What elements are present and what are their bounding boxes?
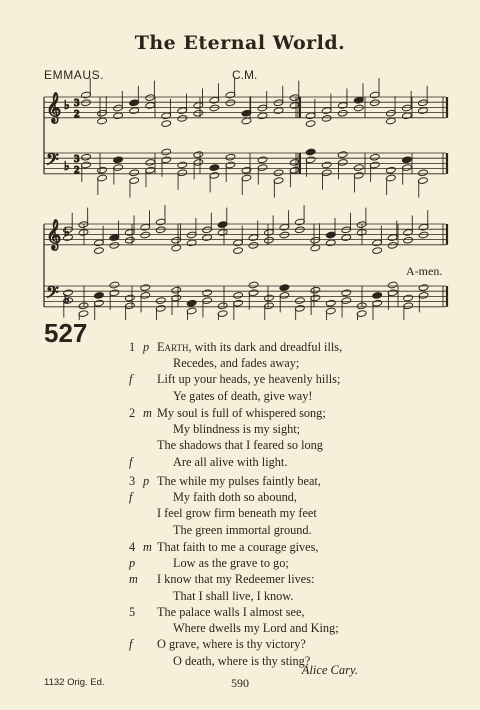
note-head bbox=[338, 159, 348, 166]
verse-line: Ye gates of death, give way! bbox=[173, 388, 313, 403]
note-head bbox=[306, 120, 316, 127]
edition-note: 1132 Orig. Ed. bbox=[44, 677, 105, 688]
verse-line: The green immortal ground. bbox=[173, 522, 312, 537]
verse-line: My faith doth so abound, bbox=[173, 490, 297, 505]
note-head bbox=[202, 297, 212, 304]
note-head bbox=[209, 164, 219, 171]
note-head bbox=[171, 244, 181, 251]
note-head bbox=[326, 300, 336, 307]
note-head bbox=[129, 99, 139, 106]
note-head bbox=[113, 156, 123, 163]
note-head bbox=[418, 177, 428, 184]
note-head bbox=[171, 237, 181, 244]
note-head bbox=[156, 305, 166, 312]
note-head bbox=[81, 91, 91, 98]
note-head bbox=[145, 94, 155, 101]
note-head bbox=[248, 234, 258, 241]
verse-line: That I shall live, I know. bbox=[173, 588, 294, 603]
note-head bbox=[113, 104, 123, 111]
note-head bbox=[264, 302, 274, 309]
verse-line: I feel grow firm beneath my feet bbox=[157, 506, 317, 521]
dynamic-mark: f bbox=[129, 637, 133, 652]
note-head bbox=[295, 297, 305, 304]
note-head bbox=[209, 97, 219, 104]
verse-line: Lift up your heads, ye heavenly hills; bbox=[157, 372, 341, 387]
note-head bbox=[326, 231, 336, 238]
note-head bbox=[279, 284, 289, 291]
note-head bbox=[171, 287, 181, 294]
note-head bbox=[156, 226, 166, 233]
flat-sign: ♭ bbox=[64, 159, 70, 173]
tune-name: EMMAUS. bbox=[44, 68, 105, 82]
note-head bbox=[81, 154, 91, 161]
flat-sign: ♭ bbox=[64, 292, 70, 306]
note-head bbox=[140, 284, 150, 291]
verse-line: My blindness is my sight; bbox=[173, 422, 301, 437]
note-head bbox=[310, 237, 320, 244]
note-head bbox=[264, 237, 274, 244]
note-head bbox=[187, 239, 197, 246]
note-head bbox=[248, 289, 258, 296]
note-head bbox=[388, 242, 398, 249]
note-head bbox=[177, 107, 187, 114]
note-head bbox=[326, 307, 336, 314]
note-head bbox=[418, 231, 428, 238]
note-head bbox=[388, 234, 398, 241]
treble-clef: 𝄞 bbox=[46, 220, 62, 250]
note-head bbox=[248, 281, 258, 288]
note-head bbox=[295, 226, 305, 233]
note-head bbox=[241, 117, 251, 124]
note-head bbox=[193, 151, 203, 158]
dynamic-mark: f bbox=[129, 454, 133, 469]
note-head bbox=[257, 104, 267, 111]
note-head bbox=[306, 148, 316, 155]
note-head bbox=[279, 231, 289, 238]
note-head bbox=[161, 148, 171, 155]
note-head bbox=[78, 302, 88, 309]
time-signature: 3 bbox=[74, 97, 80, 109]
stanza-number: 2 bbox=[129, 406, 136, 420]
note-head bbox=[113, 112, 123, 119]
verse-line: Are all alive with light. bbox=[173, 454, 288, 469]
note-head bbox=[187, 307, 197, 314]
note-head bbox=[402, 104, 412, 111]
stanza-number: 5 bbox=[129, 605, 136, 619]
note-head bbox=[193, 102, 203, 109]
note-head bbox=[225, 99, 235, 106]
note-head bbox=[97, 174, 107, 181]
note-head bbox=[202, 234, 212, 241]
note-head bbox=[279, 292, 289, 299]
note-head bbox=[94, 292, 104, 299]
note-head bbox=[418, 292, 428, 299]
note-head bbox=[161, 112, 171, 119]
note-head bbox=[322, 107, 332, 114]
note-head bbox=[370, 161, 380, 168]
note-head bbox=[386, 117, 396, 124]
note-head bbox=[354, 164, 364, 171]
dynamic-mark: f bbox=[129, 490, 133, 505]
bass-clef: 𝄢 bbox=[46, 149, 59, 173]
note-head bbox=[354, 172, 364, 179]
note-head bbox=[94, 239, 104, 246]
note-head bbox=[273, 107, 283, 114]
verse-line: O death, where is thy sting? bbox=[173, 653, 311, 668]
note-head bbox=[225, 154, 235, 161]
page-title: The Eternal World. bbox=[134, 32, 346, 54]
note-head bbox=[78, 310, 88, 317]
author: Alice Cary. bbox=[301, 663, 358, 677]
note-head bbox=[140, 292, 150, 299]
note-head bbox=[354, 97, 364, 104]
note-head bbox=[257, 112, 267, 119]
note-head bbox=[418, 169, 428, 176]
verse-line: Earth, with its dark and dreadful ills, bbox=[157, 340, 343, 354]
amen-label: A-men. bbox=[406, 264, 443, 278]
note-head bbox=[109, 281, 119, 288]
note-head bbox=[187, 300, 197, 307]
note-head bbox=[403, 237, 413, 244]
note-head bbox=[193, 159, 203, 166]
note-head bbox=[370, 91, 380, 98]
verse-line: The while my pulses faintly beat, bbox=[157, 474, 321, 488]
dynamic-mark: p bbox=[143, 340, 150, 354]
note-head bbox=[295, 218, 305, 225]
note-head bbox=[109, 242, 119, 249]
note-head bbox=[386, 110, 396, 117]
note-head bbox=[81, 99, 91, 106]
stanza-number: 1 bbox=[129, 340, 136, 354]
note-head bbox=[402, 112, 412, 119]
note-head bbox=[177, 169, 187, 176]
dynamic-mark: p bbox=[143, 474, 150, 488]
dynamic-mark: m bbox=[143, 540, 152, 554]
note-head bbox=[403, 229, 413, 236]
note-head bbox=[273, 169, 283, 176]
note-head bbox=[140, 231, 150, 238]
note-head bbox=[257, 164, 267, 171]
note-head bbox=[310, 287, 320, 294]
note-head bbox=[322, 115, 332, 122]
note-head bbox=[129, 169, 139, 176]
note-head bbox=[386, 174, 396, 181]
meter-label: C.M. bbox=[232, 68, 258, 82]
verse-line: My soul is full of whispered song; bbox=[157, 406, 326, 420]
note-head bbox=[264, 229, 274, 236]
note-head bbox=[372, 292, 382, 299]
dynamic-mark: m bbox=[129, 572, 138, 587]
verse-line: Recedes, and fades away; bbox=[173, 356, 300, 371]
note-head bbox=[386, 167, 396, 174]
note-head bbox=[279, 224, 289, 231]
note-head bbox=[273, 177, 283, 184]
note-head bbox=[326, 239, 336, 246]
note-head bbox=[310, 294, 320, 301]
bass-clef: 𝄢 bbox=[46, 282, 59, 306]
note-head bbox=[402, 164, 412, 171]
note-head bbox=[177, 161, 187, 168]
note-head bbox=[218, 221, 228, 228]
note-head bbox=[193, 110, 203, 117]
note-head bbox=[233, 300, 243, 307]
note-head bbox=[322, 169, 332, 176]
note-head bbox=[209, 104, 219, 111]
note-head bbox=[418, 99, 428, 106]
hymn-number: 527 bbox=[44, 318, 88, 348]
note-head bbox=[78, 229, 88, 236]
note-head bbox=[97, 167, 107, 174]
note-head bbox=[187, 231, 197, 238]
note-head bbox=[306, 112, 316, 119]
verse-line: The shadows that I feared so long bbox=[157, 438, 323, 453]
note-head bbox=[257, 156, 267, 163]
note-head bbox=[357, 310, 367, 317]
note-head bbox=[341, 226, 351, 233]
dynamic-mark: m bbox=[143, 406, 152, 420]
note-head bbox=[125, 294, 135, 301]
note-head bbox=[161, 156, 171, 163]
page-number: 590 bbox=[231, 676, 249, 690]
note-head bbox=[273, 99, 283, 106]
note-head bbox=[81, 161, 91, 168]
note-head bbox=[338, 110, 348, 117]
note-head bbox=[156, 297, 166, 304]
note-head bbox=[218, 229, 228, 236]
note-head bbox=[241, 174, 251, 181]
note-head bbox=[418, 107, 428, 114]
note-head bbox=[202, 289, 212, 296]
note-head bbox=[97, 117, 107, 124]
note-head bbox=[161, 120, 171, 127]
note-head bbox=[109, 234, 119, 241]
verse-line: I know that my Redeemer lives: bbox=[157, 572, 315, 587]
dynamic-mark: f bbox=[129, 372, 133, 387]
note-head bbox=[233, 239, 243, 246]
note-head bbox=[145, 159, 155, 166]
note-head bbox=[113, 164, 123, 171]
note-head bbox=[233, 292, 243, 299]
time-signature: 2 bbox=[74, 108, 80, 120]
note-head bbox=[341, 297, 351, 304]
note-head bbox=[171, 294, 181, 301]
note-head bbox=[306, 156, 316, 163]
treble-clef: 𝄞 bbox=[46, 93, 62, 123]
note-head bbox=[295, 305, 305, 312]
note-head bbox=[338, 102, 348, 109]
note-head bbox=[388, 289, 398, 296]
note-head bbox=[125, 237, 135, 244]
note-head bbox=[218, 302, 228, 309]
note-head bbox=[94, 247, 104, 254]
note-head bbox=[341, 289, 351, 296]
note-head bbox=[341, 234, 351, 241]
note-head bbox=[145, 167, 155, 174]
note-head bbox=[218, 310, 228, 317]
note-head bbox=[233, 247, 243, 254]
note-head bbox=[402, 156, 412, 163]
verse-line: Where dwells my Lord and King; bbox=[173, 621, 339, 636]
note-head bbox=[140, 224, 150, 231]
note-head bbox=[225, 91, 235, 98]
note-head bbox=[78, 221, 88, 228]
stanza-number: 3 bbox=[129, 474, 136, 488]
note-head bbox=[418, 224, 428, 231]
stanza-number: 4 bbox=[129, 540, 136, 554]
note-head bbox=[310, 244, 320, 251]
note-head bbox=[156, 218, 166, 225]
note-head bbox=[145, 102, 155, 109]
flat-sign: ♭ bbox=[64, 225, 70, 239]
note-head bbox=[209, 172, 219, 179]
note-head bbox=[225, 161, 235, 168]
flat-sign: ♭ bbox=[64, 98, 70, 112]
verse-line: Low as the grave to go; bbox=[173, 556, 289, 571]
note-head bbox=[94, 300, 104, 307]
note-head bbox=[129, 107, 139, 114]
note-head bbox=[322, 161, 332, 168]
verse-line: O grave, where is thy victory? bbox=[157, 637, 306, 652]
note-head bbox=[372, 239, 382, 246]
note-head bbox=[403, 294, 413, 301]
note-head bbox=[370, 154, 380, 161]
note-head bbox=[125, 302, 135, 309]
note-head bbox=[177, 115, 187, 122]
note-head bbox=[403, 302, 413, 309]
dynamic-mark: p bbox=[129, 556, 136, 571]
time-signature: 3 bbox=[74, 153, 80, 165]
note-head bbox=[109, 289, 119, 296]
note-head bbox=[97, 110, 107, 117]
note-head bbox=[338, 151, 348, 158]
note-head bbox=[248, 242, 258, 249]
note-head bbox=[372, 247, 382, 254]
note-head bbox=[264, 294, 274, 301]
note-head bbox=[129, 177, 139, 184]
note-head bbox=[125, 229, 135, 236]
note-head bbox=[354, 104, 364, 111]
note-head bbox=[202, 226, 212, 233]
note-head bbox=[388, 281, 398, 288]
note-head bbox=[370, 99, 380, 106]
note-head bbox=[372, 300, 382, 307]
verse-line: The palace walls I almost see, bbox=[157, 605, 305, 619]
note-head bbox=[418, 284, 428, 291]
verse-line: That faith to me a courage gives, bbox=[157, 540, 319, 554]
time-signature: 2 bbox=[74, 164, 80, 176]
